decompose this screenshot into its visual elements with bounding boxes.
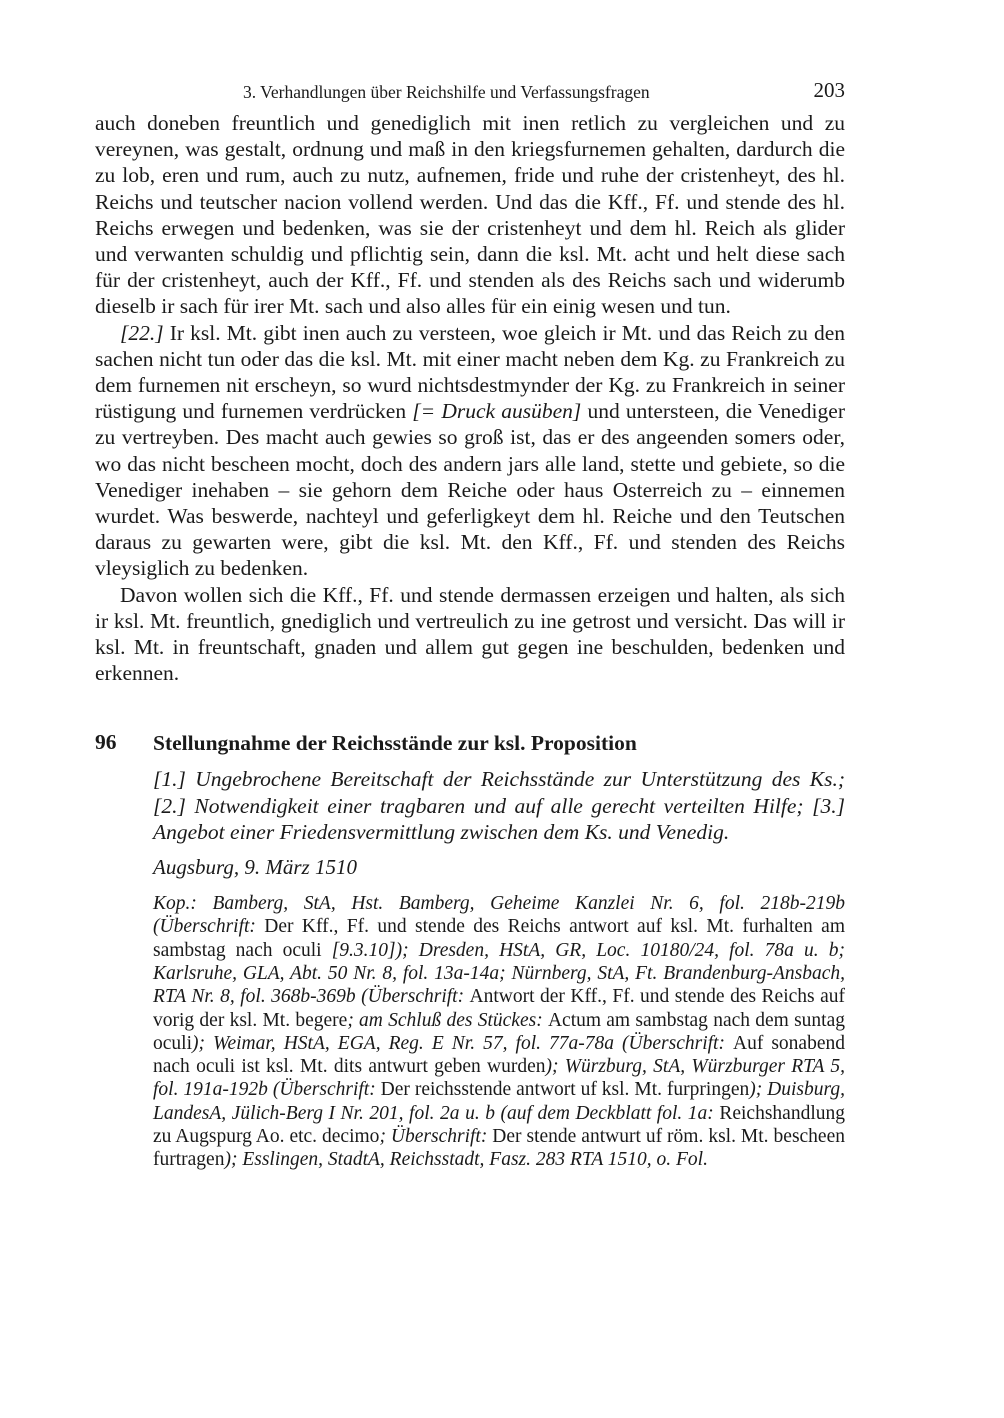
document-header bbox=[95, 730, 845, 756]
section-marker: [22.] bbox=[120, 320, 164, 345]
source-citation: ); Esslingen, StadtA, Reichsstadt, Fasz. 283 RTA 1510, o. Fol. bbox=[224, 1149, 708, 1171]
running-header bbox=[95, 78, 845, 110]
book-page bbox=[95, 78, 845, 1172]
document-title: Stellungnahme der Reichsstände zur ksl. Proposition bbox=[153, 731, 637, 756]
page-number: 203 bbox=[813, 78, 845, 102]
quoted-title: Der reichsstende antwort uf ksl. Mt. furpringen bbox=[380, 1079, 750, 1101]
quoted-title: Auf sonabend nach oculi ist ksl. Mt. dits antwurt geben wurden bbox=[153, 1032, 845, 1078]
main-text bbox=[95, 110, 845, 686]
source-citation: ; Überschrift: bbox=[379, 1126, 493, 1148]
paragraph-22 bbox=[95, 320, 845, 582]
quoted-title: Der Kff., Ff. und stende des Reichs antwort auf ksl. Mt. furhalten am sambstag nach oculi bbox=[153, 916, 845, 961]
source-citation: Kop.: Bamberg, StA, Hst. Bamberg, Geheime Kanzlei Nr. 6, fol. 218b-219b (Überschrift: bbox=[153, 893, 845, 938]
source-citation: ); Weimar, HStA, EGA, Reg. E Nr. 57, fol. 77a-78a (Überschrift: bbox=[192, 1032, 733, 1054]
source-citation: [9.3.10]); Dresden, HStA, GR, Loc. 10180/24, fol. 78a u. b; Karlsruhe, GLA, Abt. 50 Nr. 8, fol. 13a-14a; Nürnberg, StA, Ft. Brandenburg-Ansbach, RTA Nr. 8, fol. 368b-369b (Überschrift: bbox=[153, 939, 846, 1008]
source-citation: ; am Schluß des Stückes: bbox=[347, 1009, 548, 1031]
running-title: 3. Verhandlungen über Reichshilfe und Verfassungsfragen bbox=[243, 82, 650, 102]
source-citation: ); Duisburg, LandesA, Jülich-Berg I Nr. 201, fol. 2a u. b (auf dem Deckblatt fol. 1a: bbox=[153, 1079, 845, 1124]
paragraph-continued: auch doneben freuntlich und genediglich mit inen retlich zu vergleichen und zu vereynen, was gestalt, ordnung und maß in den kriegsfurnemen gehalten, dardurch die zu lob, eren und rum, auch zu nutz, aufnemen, fride und ruhe der cristenheyt, des hl. Reichs und teutscher nacion vollend werden. Und das die Kff., Ff. und stende des hl. Reichs erwegen und bedenken, was sie der cristenheyt und dem hl. Reich als glider und verwanten schuldig und pflichtig sein, dann die ksl. Mt. acht und helt diese sach für der cristenheyt, auch der Kff., Ff. und stenden als des Reichs sach und widerumb dieselb ir sach für irer Mt. sach und also alles für ein einig wesen und tun. bbox=[95, 111, 845, 319]
quoted-title: Antwort der Kff., Ff. und stende des Reichs auf vorig der ksl. Mt. begere bbox=[153, 986, 845, 1031]
paragraph-text: und untersteen, die Venediger zu vertreyben. Des macht auch gewies so groß ist, das er des angeenden somers oder, wo das nicht bescheen mocht, doch des andern jars alle land, stette und gebiete, so die Venediger inehaben – sie gehorn dem Reiche oder haus Osterreich zu – einnemen wurdet. Was beswerde, nachteyl und geferligkeyt dem hl. Reiche und den Teutschen daraus zu gewarten were, gibt die ksl. Mt. den Kff., Ff. und stenden des Reichs vleysiglich zu bedenken. bbox=[95, 399, 845, 581]
document-date: Augsburg, 9. März 1510 bbox=[153, 855, 357, 880]
paragraph-closing: Davon wollen sich die Kff., Ff. und stende dermassen erzeigen und halten, als sich ir ksl. Mt. freuntlich, gnediglich und vertreulich zu ine getrost und versicht. Das will ir ksl. Mt. in freuntschaft, gnaden und allem gut gegen ine beschulden, bedenken und erkennen. bbox=[95, 582, 845, 686]
source-citation: ); Würzburg, StA, Würzburger RTA 5, fol. 191a-192b (Überschrift: bbox=[153, 1056, 845, 1101]
quoted-title: Der stende antwurt uf röm. ksl. Mt. bescheen furtragen bbox=[153, 1126, 845, 1171]
document-number: 96 bbox=[95, 730, 117, 755]
regest: [1.] Ungebrochene Bereitschaft der Reichsstände zur Unterstützung des Ks.; [2.] Notwendigkeit einer tragbaren und auf alle gerecht verteilten Hilfe; [3.] Angebot einer Friedensvermittlung zwischen dem Ks. und Venedig. bbox=[153, 767, 845, 844]
quoted-title: Reichshandlung zu Augspurg Ao. etc. decimo bbox=[153, 1102, 845, 1148]
document-apparatus bbox=[153, 766, 845, 1171]
editorial-note: [= Druck ausüben] bbox=[412, 399, 582, 424]
paragraph-text: Ir ksl. Mt. gibt inen auch zu versteen, woe gleich ir Mt. und das Reich zu den sachen nicht tun oder das die ksl. Mt. mit einer macht neben dem Kg. zu Frankreich zu dem furnemen nit erscheyn, so wurd nichtsdestmynder der Kg. zu Frankreich in seiner rüstigung und furnemen verdrücken bbox=[95, 320, 845, 424]
source-references bbox=[153, 892, 845, 1172]
quoted-title: Actum am sambstag nach dem suntag oculi bbox=[153, 1009, 845, 1054]
